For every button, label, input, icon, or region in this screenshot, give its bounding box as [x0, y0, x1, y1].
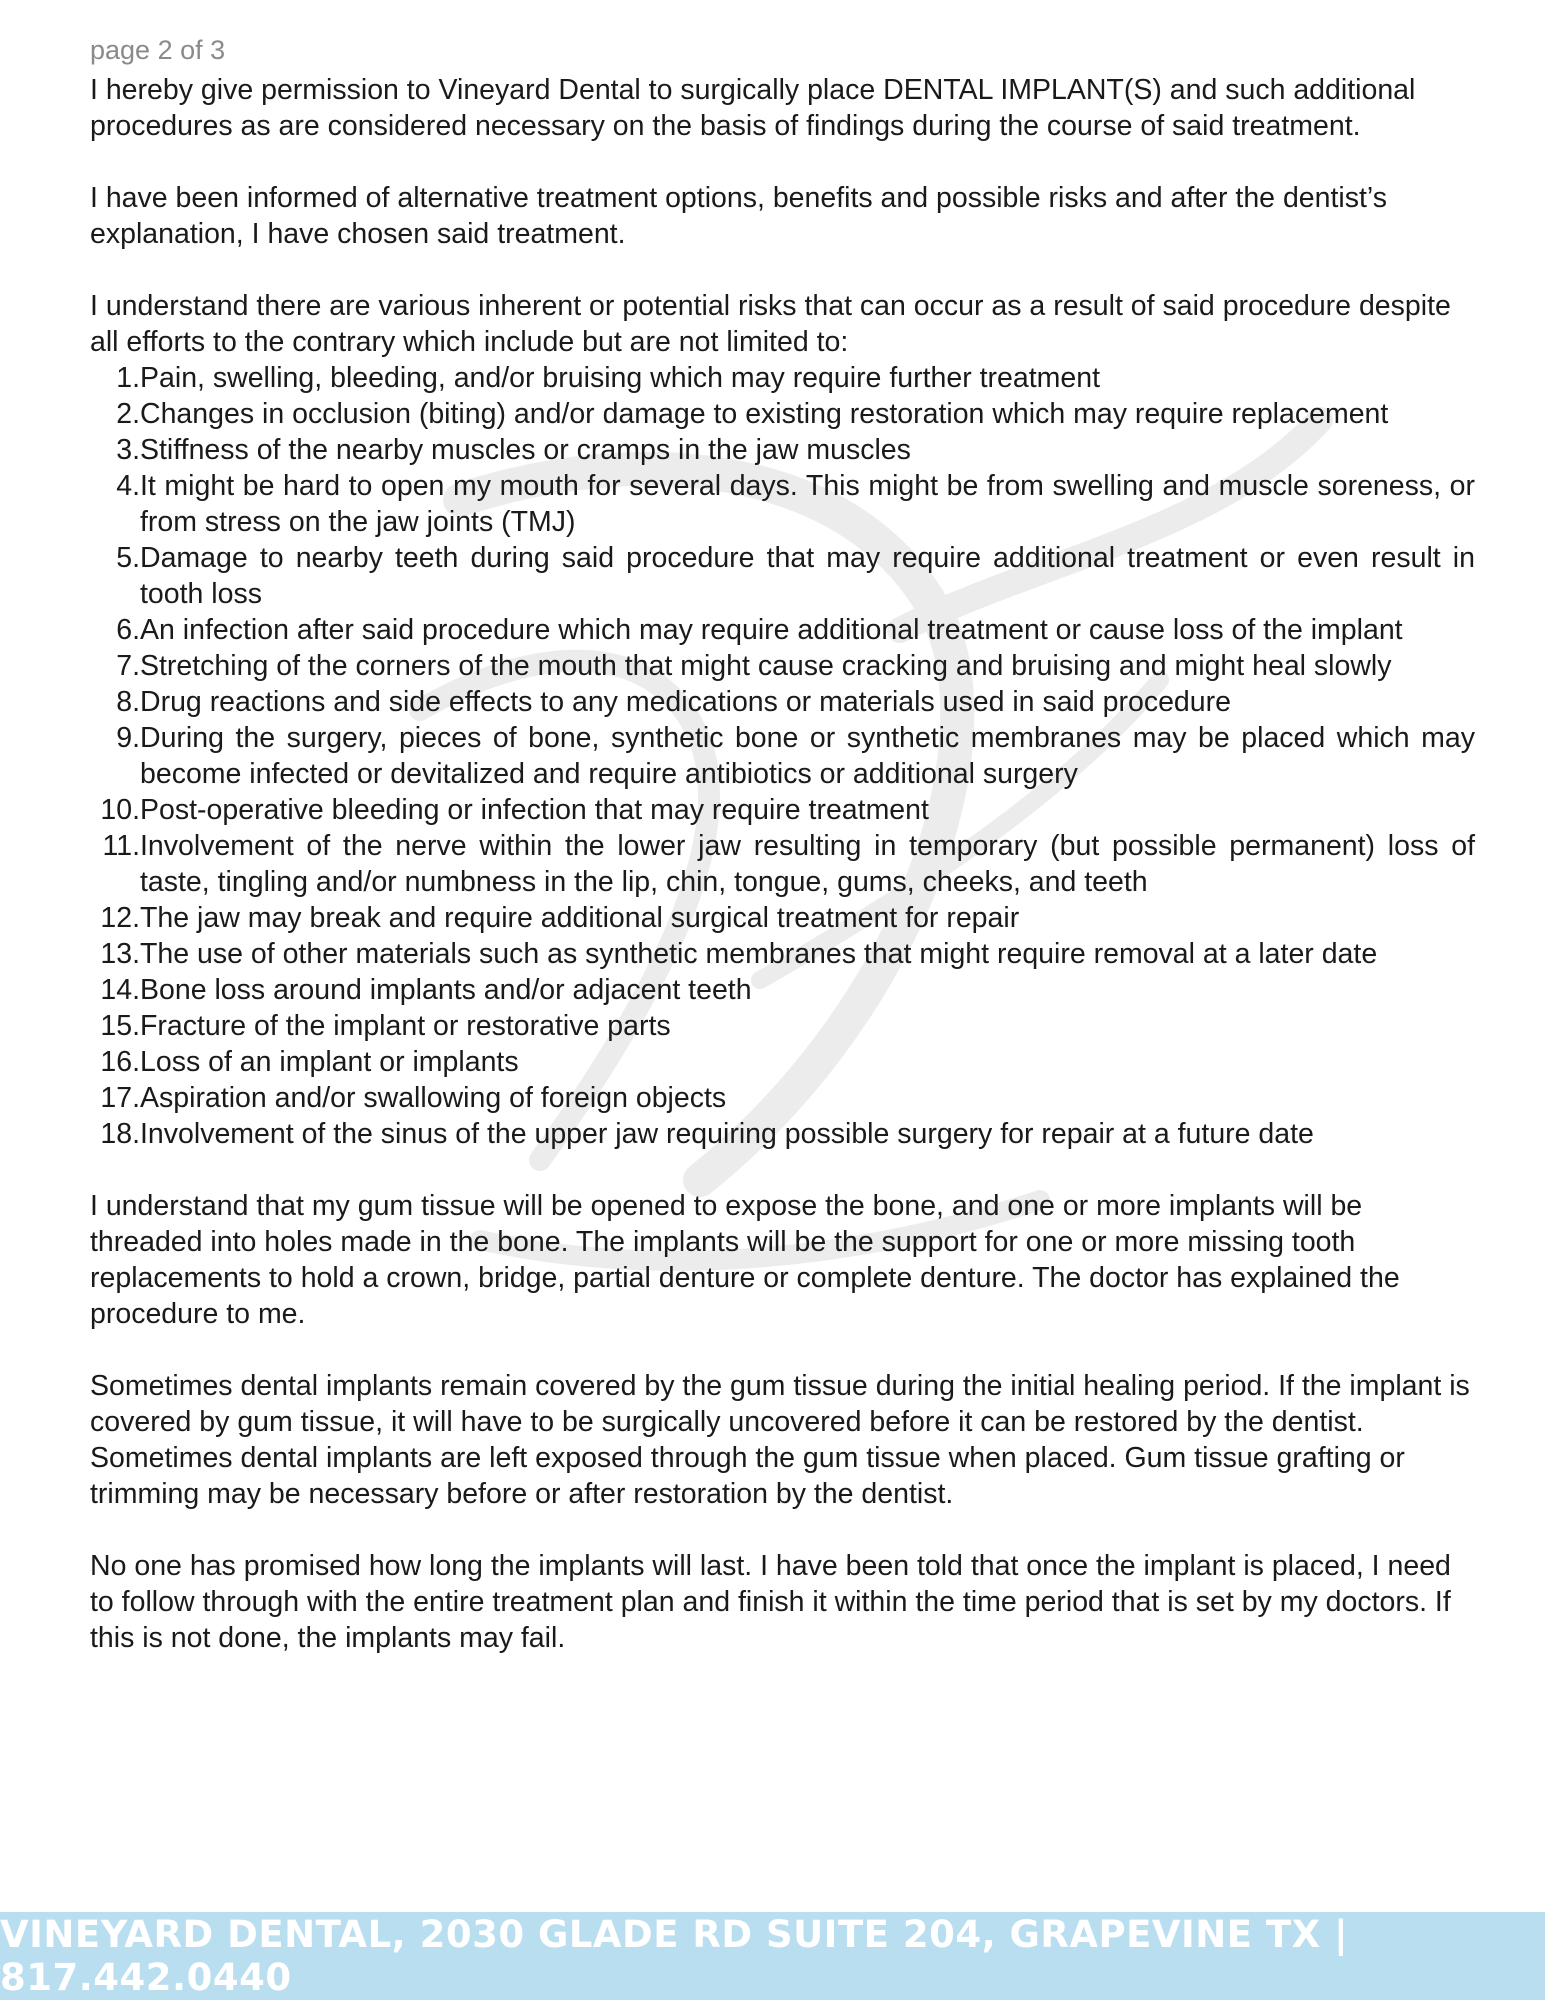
list-item-text: Post-operative bleeding or infection that may require treatment — [140, 794, 929, 826]
list-item-number: 3. — [116, 434, 140, 466]
list-item-text: Bone loss around implants and/or adjacent teeth — [140, 974, 752, 1006]
list-item-text: Stretching of the corners of the mouth that might cause cracking and bruising and might heal slowly — [140, 650, 1392, 682]
list-item-number: 5. — [116, 542, 140, 574]
list-item-number: 13. — [100, 938, 140, 970]
list-item-text: Stiffness of the nearby muscles or cramps in the jaw muscles — [140, 434, 911, 466]
list-item-number: 18. — [100, 1118, 140, 1150]
list-item — [90, 648, 1475, 684]
list-item-text: During the surgery, pieces of bone, synthetic bone or synthetic membranes may be placed which may become infected or devitalized and require antibiotics or additional surgery — [140, 722, 1475, 790]
risks-list — [90, 360, 1475, 1152]
list-item-text: Drug reactions and side effects to any medications or materials used in said procedure — [140, 686, 1231, 718]
permission-paragraph: I hereby give permission to Vineyard Dental to surgically place DENTAL IMPLANT(S) and such additional procedures as are considered necessary on the basis of findings during the course of said treatment. — [90, 74, 1416, 142]
longevity-paragraph: No one has promised how long the implants will last. I have been told that once the implant is placed, I need to follow through with the entire treatment plan and finish it within the time period that is set by my doctors. If this is not done, the implants may fail. — [90, 1550, 1451, 1654]
risks-intro-paragraph: I understand there are various inherent or potential risks that can occur as a result of said procedure despite all efforts to the contrary which include but are not limited to: — [90, 290, 1451, 358]
list-item — [90, 1080, 1475, 1116]
list-item — [90, 828, 1475, 900]
list-item — [90, 360, 1475, 396]
list-item-number: 11. — [102, 830, 140, 862]
list-item-text: An infection after said procedure which may require additional treatment or cause loss of the implant — [140, 614, 1403, 646]
list-item-text: Pain, swelling, bleeding, and/or bruising which may require further treatment — [140, 362, 1100, 394]
list-item-text: It might be hard to open my mouth for several days. This might be from swelling and muscle soreness, or from stress on the jaw joints (TMJ) — [140, 470, 1475, 538]
list-item — [90, 468, 1475, 540]
list-item-text: Involvement of the sinus of the upper jaw requiring possible surgery for repair at a future date — [140, 1118, 1314, 1150]
list-item — [90, 684, 1475, 720]
list-item-text: Loss of an implant or implants — [140, 1046, 519, 1078]
list-item-number: 15. — [100, 1010, 140, 1042]
list-item-text: The jaw may break and require additional surgical treatment for repair — [140, 902, 1020, 934]
footer-contact-text: VINEYARD DENTAL, 2030 GLADE RD SUITE 204, GRAPEVINE TX | 817.442.0440 — [0, 1913, 1349, 1999]
list-item-number: 1. — [116, 362, 140, 394]
list-item-number: 4. — [116, 470, 140, 502]
list-item-number: 7. — [116, 650, 140, 682]
list-item — [90, 972, 1475, 1008]
list-item-number: 2. — [116, 398, 140, 430]
list-item — [90, 540, 1475, 612]
list-item-number: 10. — [100, 794, 140, 826]
procedure-paragraph: I understand that my gum tissue will be opened to expose the bone, and one or more implants will be threaded into holes made in the bone. The implants will be the support for one or more missing tooth replacements to hold a crown, bridge, partial denture or complete denture. The doctor has explained the procedure to me. — [90, 1190, 1400, 1330]
list-item — [90, 900, 1475, 936]
list-item-text: Involvement of the nerve within the lower jaw resulting in temporary (but possible permanent) loss of taste, tingling and/or numbness in the lip, chin, tongue, gums, cheeks, and teeth — [140, 830, 1475, 898]
list-item-number: 12. — [100, 902, 140, 934]
list-item-number: 17. — [100, 1082, 140, 1114]
healing-paragraph: Sometimes dental implants remain covered by the gum tissue during the initial healing period. If the implant is covered by gum tissue, it will have to be surgically uncovered before it can be restored by the dentist. Sometimes dental implants are left exposed through the gum tissue when placed. Gum tissue grafting or trimming may be necessary before or after restoration by the dentist. — [90, 1370, 1470, 1510]
list-item — [90, 1116, 1475, 1152]
list-item-text: Aspiration and/or swallowing of foreign objects — [140, 1082, 727, 1114]
list-item — [90, 612, 1475, 648]
list-item — [90, 720, 1475, 792]
footer-bar — [0, 1912, 1545, 2000]
list-item-text: Changes in occlusion (biting) and/or damage to existing restoration which may require replacement — [140, 398, 1389, 430]
list-item-number: 14. — [100, 974, 140, 1006]
list-item-text: The use of other materials such as synthetic membranes that might require removal at a later date — [140, 938, 1378, 970]
alternatives-paragraph: I have been informed of alternative treatment options, benefits and possible risks and after the dentist’s explanation, I have chosen said treatment. — [90, 182, 1387, 250]
list-item — [90, 936, 1475, 972]
list-item — [90, 432, 1475, 468]
list-item — [90, 1044, 1475, 1080]
consent-document — [90, 28, 1475, 1692]
list-item-number: 6. — [116, 614, 140, 646]
list-item-number: 9. — [116, 722, 140, 754]
list-item-number: 16. — [100, 1046, 140, 1078]
list-item — [90, 1008, 1475, 1044]
page-number: page 2 of 3 — [90, 35, 226, 65]
list-item-number: 8. — [116, 686, 140, 718]
list-item — [90, 396, 1475, 432]
list-item-text: Damage to nearby teeth during said procedure that may require additional treatment or even result in tooth loss — [140, 542, 1475, 610]
list-item-text: Fracture of the implant or restorative parts — [140, 1010, 671, 1042]
list-item — [90, 792, 1475, 828]
